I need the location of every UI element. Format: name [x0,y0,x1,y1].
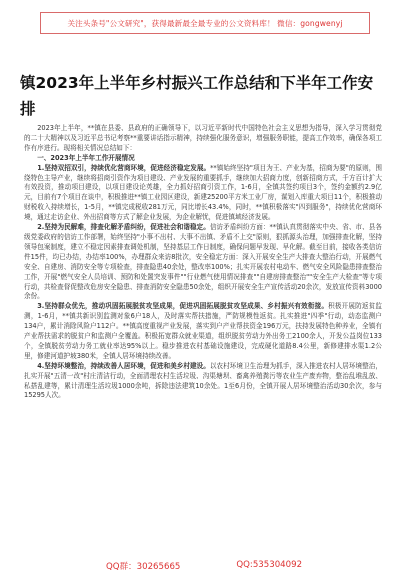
paragraph-lead: 3.坚持群众优先，推动巩固拓展脱贫攻坚成果，促进巩固拓展脱贫攻坚成果、乡村振兴有效衔接。 [37,302,329,311]
document-title: 镇2023年上半年乡村振兴工作总结和下半年工作安排 [20,74,374,118]
document-body [24,124,382,401]
promo-banner [40,12,370,34]
paragraph-text: 一、2023年上半年工作开展情况 [37,153,135,162]
paragraph-lead: 4.坚持环境整治，持续改善人居环境，促进和美乡村建设。 [37,361,210,370]
paragraph-text: 2023年上半年，**镇在县委、县政府的正确领导下，以习近平新时代中国特色社会主义思想为指导，深入学习贯彻党的二十大精神以及习近平总书记考察**重要讲话指示精神，持续强化服务意识，增强服务职能，提高工作效率，确保各项工作有序进行。现将相关情况总结如下： [24,124,382,152]
paragraph-text: 以农村环境卫生治理为抓手，深入推进农村人居环境整治，扎实开展"五清一改"村庄清洁行动，全面清理农村生活垃圾、沟渠塘坝、畜禽养殖粪污等农业生产废弃物，整治乱堆乱放、私搭乱建等，累计清理生活垃圾1000余吨，拆除违法建筑10余处。1至6月份，全镇开展人居环境整治活动30余次，参与15295人次。 [24,361,383,400]
paragraph-text: **镇始终坚持"项目为王、产业为基，招商为要"的原则，围绕特色主导产业，继续将招商引资作为项目建设、产业发展的重要抓手，继续加大招商力度，创新招商方式，千方百计扩大有效投资，推动项目建设，以项目建设论英雄，全力抓好招商引资工作，1-6月，全镇共签约项目3个，签约金额约2.9亿元，目前有7个项目在谈中，积极推进**镇工业园区建设，新建25200平方米工业厂房，谋划入库重大项目11个，积极推动财税收入持续增长，1-5月，**镇完成税收281万元，同比增长43.4%，同时，**镇积极落实"四到服务"，持续优化营商环境，通过走访企业、外出招商等方式了解企业发展，为企业解忧，促进镇域经济发展。 [24,163,382,222]
body-paragraph [24,362,382,402]
body-paragraph [24,124,382,154]
promo-banner-text: 关注头条号"公文研究"，获得最新最全最专业的公文资料库！ 微信：gongwenyj [67,18,343,28]
footer-contacts [0,560,408,576]
body-paragraph [24,302,382,361]
footer-qq-group: QQ群：30265665 [105,562,181,572]
body-paragraph [24,223,382,302]
footer-qq: QQ:535304092 [236,560,303,570]
section-heading [24,154,382,164]
body-paragraph [24,164,382,223]
paragraph-lead: 1.坚持双招双引，持续优化营商环境，促进经济稳定发展。 [37,163,211,172]
paragraph-text: 积极开展防返贫监测，1-6月，**镇共新识别监测对象6户18人，及时落实帮扶措施，严防规模性返贫。扎实推进"四季"行动，动态监测户134户，累计消除风险户112户。**镇高度重视产业发展，落实到户产业帮扶资金196万元，扶持发展特色种养业，全镇有产业帮扶需求的脱贫户和监测户全覆盖。积极拓宽群众就业渠道，组织脱贫劳动力外出务工2100余人，开发公益岗位133个，全镇脱贫劳动力务工就业率达95%以上。稳步推进农村基础设施建设，完成硬化道路8.4公里，新修建排水渠1.2公里，修建河道护坡380米，全镇人居环境持续改善。 [24,302,382,360]
paragraph-lead: 2.坚持为民解难，排查化解矛盾纠纷，促进社会和谐稳定。 [37,223,210,232]
paragraph-text: 信访矛盾纠纷方面：**镇认真贯彻落实中央、省、市、县各级党委政府的信访工作部署，始终坚持"小事不出村、大事不出镇、矛盾不上交"原则，狠抓源头治理，加强排查化解，坚持领导包案制度，建立不稳定因素排查调处机制，坚持基层工作日制度，确保问题早发现、早化解。截至目前，接收各类信访件15件，均已办结，办结率100%，办理群众来访8批次，安全稳定方面：深入开展安全生产大排查大整治行动，开展燃气安全、自建房、消防安全等专项检查，排查隐患40余处，整改率100%；扎实开展农村电动车、燃气安全风险隐患排查整治工作，开展"燃气安全人员培训、预防和处置突发事件""行业燃气使用情况排查""自建房排查整治""安全生产大检查"等专项行动，共检查督促整改危房安全隐患、排查消防安全隐患50余处，组织开展安全生产宣传活动20余次，发放宣传资料3000余份。 [24,223,383,301]
